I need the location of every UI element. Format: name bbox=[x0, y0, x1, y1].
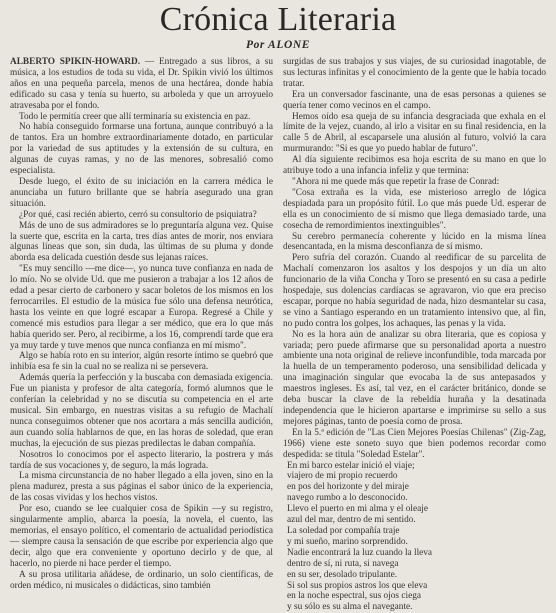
sonnet bbox=[287, 461, 546, 613]
poem-line: Si sol sus propios astros los que eleva bbox=[287, 580, 428, 591]
poem-line: En mi barco estelar inició el viaje; bbox=[287, 460, 415, 471]
paragraph: No había conseguido formarse una fortuna, aunque contribuyó a la de tantos. Era un hombre extraordinariamente dotado, en particular por la variedad de sus aptitudes y la extensión de su cultura, en algunas de cuyas ramas, y no de las menores, sobresalió como especialista. bbox=[10, 122, 273, 177]
paragraph: Además quería la perfección y la buscaba con demasiada exigencia. Fue un pianista y profesor de alta categoría, formó alumnos que le conferían la celebridad y no se discutía su competencia en el arte musical. Sin embargo, en nuestras visitas a su refugio de Machalí nunca conseguimos obtener que nos acortara a más sencilla audición, aun cuando solía hablarnos de que, en las horas de soledad, que eran muchas, la ejecución de sus piezas predilectas le daban compañía. bbox=[10, 373, 273, 449]
poem-line: viajero de mi propio recuerdo bbox=[287, 471, 398, 482]
paragraph: En la 5.ª edición de "Las Cien Mejores Poesías Chilenas" (Zig-Zag, 1966) viene este soneto suyo que bien podemos recordar como despedida: se titula "Soledad Estelar". bbox=[283, 427, 546, 460]
poem-line: en su ser, desolado tripulante. bbox=[287, 569, 398, 580]
byline: Por ALONE bbox=[245, 39, 311, 51]
page-title: Crónica Literaria bbox=[159, 1, 397, 38]
paragraph: Era un conversador fascinante, una de esas personas a quienes se quería tener como vecinos en el campo. bbox=[283, 89, 546, 111]
poem-line: azul del mar, dentro de mi sentido. bbox=[287, 515, 416, 526]
quote-paragraph: "Ahora ni me quede más que repetir la frase de Conrad: bbox=[292, 176, 500, 187]
paragraph: No es la hora aún de analizar su obra literaria, que es copiosa y variada; pero puede afirmarse que su personalidad aporta a nuestro ambiente una nota original de relieve inconfundible, toda marcada por la huella de un temperamento poderoso, una sensibilidad delicada y una imaginación singular que evocaba la de sus antepasados y maestros ingleses. Es así, tal vez, en el carácter británico, donde se deba buscar la clave de la rebeldía huraña y la desatinada independencia que le hicieron apartarse e imprimirse su sello a sus mejores páginas, tanto de poesía como de prosa. bbox=[283, 329, 546, 427]
paragraph: surgidas de sus trabajos y sus viajes, de su curiosidad inagotable, de sus lecturas infinitas y el conocimiento de la gente que le había tocado tratar. bbox=[283, 57, 546, 89]
poem-line: Llevo el puerto en mi alma y el oleaje bbox=[287, 504, 428, 515]
quote-paragraph: "Cosa extraña es la vida, ese misterioso arreglo de lógica despiadada para un propósito fútil. Lo que más puede Ud. esperar de ella es un conocimiento de sí mismo que llega demasiado tarde, una cosecha de remordimientos inextinguibles". bbox=[283, 187, 546, 231]
paragraph: Por eso, cuando se lee cualquier cosa de Spikin —y su registro, singularmente amplio, abarca la poesía, la novela, el cuento, las memorias, el ensayo político, el comentario de actualidad periodística— siempre causa la sensación de que escribe por experiencia algo que decir, algo que era conveniente y oportuno decirlo y de que, al hacerlo, no pierde ni hace perder el tiempo. bbox=[10, 504, 273, 569]
lead-name: ALBERTO SPIKIN-HOWARD. bbox=[10, 57, 141, 67]
lead-text: — Entregado a sus libros, a su música, a los estudios de toda su vida, el Dr. Spikin vivió los últimos años en una pequeña parcela, menos de una hectárea, donde había edificado su casa y tenía su huerto, su arboleda y que un arroyuelo atravesaba por el fondo. bbox=[10, 57, 273, 111]
paragraph: A su prosa utilitaria añádese, de ordinario, un solo científicas, de orden médico, ni musicales o didácticas, sino también bbox=[10, 569, 273, 591]
paragraph: Desde luego, el éxito de su iniciación en la carrera médica le anunciaba un futuro brillante que se habría asegurado una gran situación. bbox=[10, 176, 273, 209]
poem-line: dentro de sí, ni ruta, si navega bbox=[287, 558, 399, 569]
paragraph: Más de uno de sus admiradores se lo preguntaría alguna vez. Quise la suerte que, escrita en la carta, tres días antes de morir, nos enviara algunas líneas que son, sin duda, las últimas de su pluma y donde aborda esa delicada cuestión desde sus lejanas raíces. bbox=[10, 220, 273, 264]
paragraph: "Es muy sencillo —me dice—, yo nunca tuve confianza en nada de lo mío. No se olvide Ud. que me pusieron a trabajar a los 12 años de edad a pesar cierto de carbonero y sacar boletos de los mismos en los ferrocarriles. El estudio de la música fue sólo una defensa neurótica, hasta los veinte en que logré escapar a Europa. Regresé a Chile y comencé mis estudios para llegar a ser médico, que era lo que más había querido ser. Pero, al recibirme, a los 16, comprendí tarde que era ya muy tarde y tuve menos que nunca confianza en mí mismo". bbox=[10, 264, 273, 351]
paragraph: Nosotros lo conocimos por el aspecto literario, la postrera y más tardía de sus vocaciones y, de seguro, la más lograda. bbox=[10, 449, 273, 471]
left-column bbox=[10, 57, 273, 613]
paragraph: Todo le permitía creer que allí terminaría su existencia en paz. bbox=[19, 111, 251, 122]
paragraph: Algo se había roto en su interior, algún resorte íntimo se quebró que inhibía esa fe sin la cual no se realiza ni se persevera. bbox=[10, 351, 273, 373]
lead-paragraph bbox=[10, 57, 273, 112]
article-columns bbox=[10, 57, 546, 613]
paragraph: Al día siguiente recibimos esa hoja escrita de su mano en que lo atribuye todo a una infancia infeliz y que termina: bbox=[283, 155, 546, 177]
paragraph: ¿Por qué, casi recién abierto, cerró su consultorio de psiquiatra? bbox=[19, 209, 257, 220]
poem-line: La soledad por compañía traje bbox=[287, 525, 400, 536]
poem-line: y su sólo es su alma el navegante. bbox=[287, 602, 413, 613]
poem-line: y mi sueño, marino sorprendido. bbox=[287, 536, 408, 547]
paragraph: Su cerebro permanecía coherente y lúcido en la misma línea desencantada, en la misma desconfianza de sí mismo. bbox=[283, 231, 546, 253]
paragraph: Pero sufría del corazón. Cuando al reedificar de su parcelita de Machalí comenzaron los asaltos y los despojos y un día un alto funcionario de la viña Concha y Toro se presentó en su casa a pedirle hospedaje, sus dolencias cardíacas se agravaron, vio que era preciso escapar, porque no había seguridad de nada, hizo desmantelar su casa, se vino a Santiago esperando en un tratamiento intensivo que, al fin, no pudo contra los golpes, los achaques, las penas y la vida. bbox=[283, 253, 546, 329]
poem-line: en pos del horizonte y del miraje bbox=[287, 482, 409, 493]
right-column bbox=[283, 57, 546, 613]
paragraph: Hemos oído esa queja de su infancia desgraciada que exhala en el límite de la vejez, cuando, al irlo a visitar en su final residencia, en la calle 5 de Abril, al escaparsele una alusión al futuro, volvió la cara murmurando: "Si es que yo puedo hablar de futuro". bbox=[283, 111, 546, 155]
paragraph: La misma circunstancia de no haber llegado a ella joven, sino en la plena madurez, presta a sus páginas el sabor único de la experiencia, de las cosas vividas y los hechos vistos. bbox=[10, 471, 273, 504]
poem-line: Nadie encontrará la luz cuando la lleva bbox=[287, 547, 433, 558]
poem-line: en la noche espectral, sus ojos ciega bbox=[287, 591, 421, 602]
poem-line: navego rumbo a lo desconocido. bbox=[287, 493, 408, 504]
